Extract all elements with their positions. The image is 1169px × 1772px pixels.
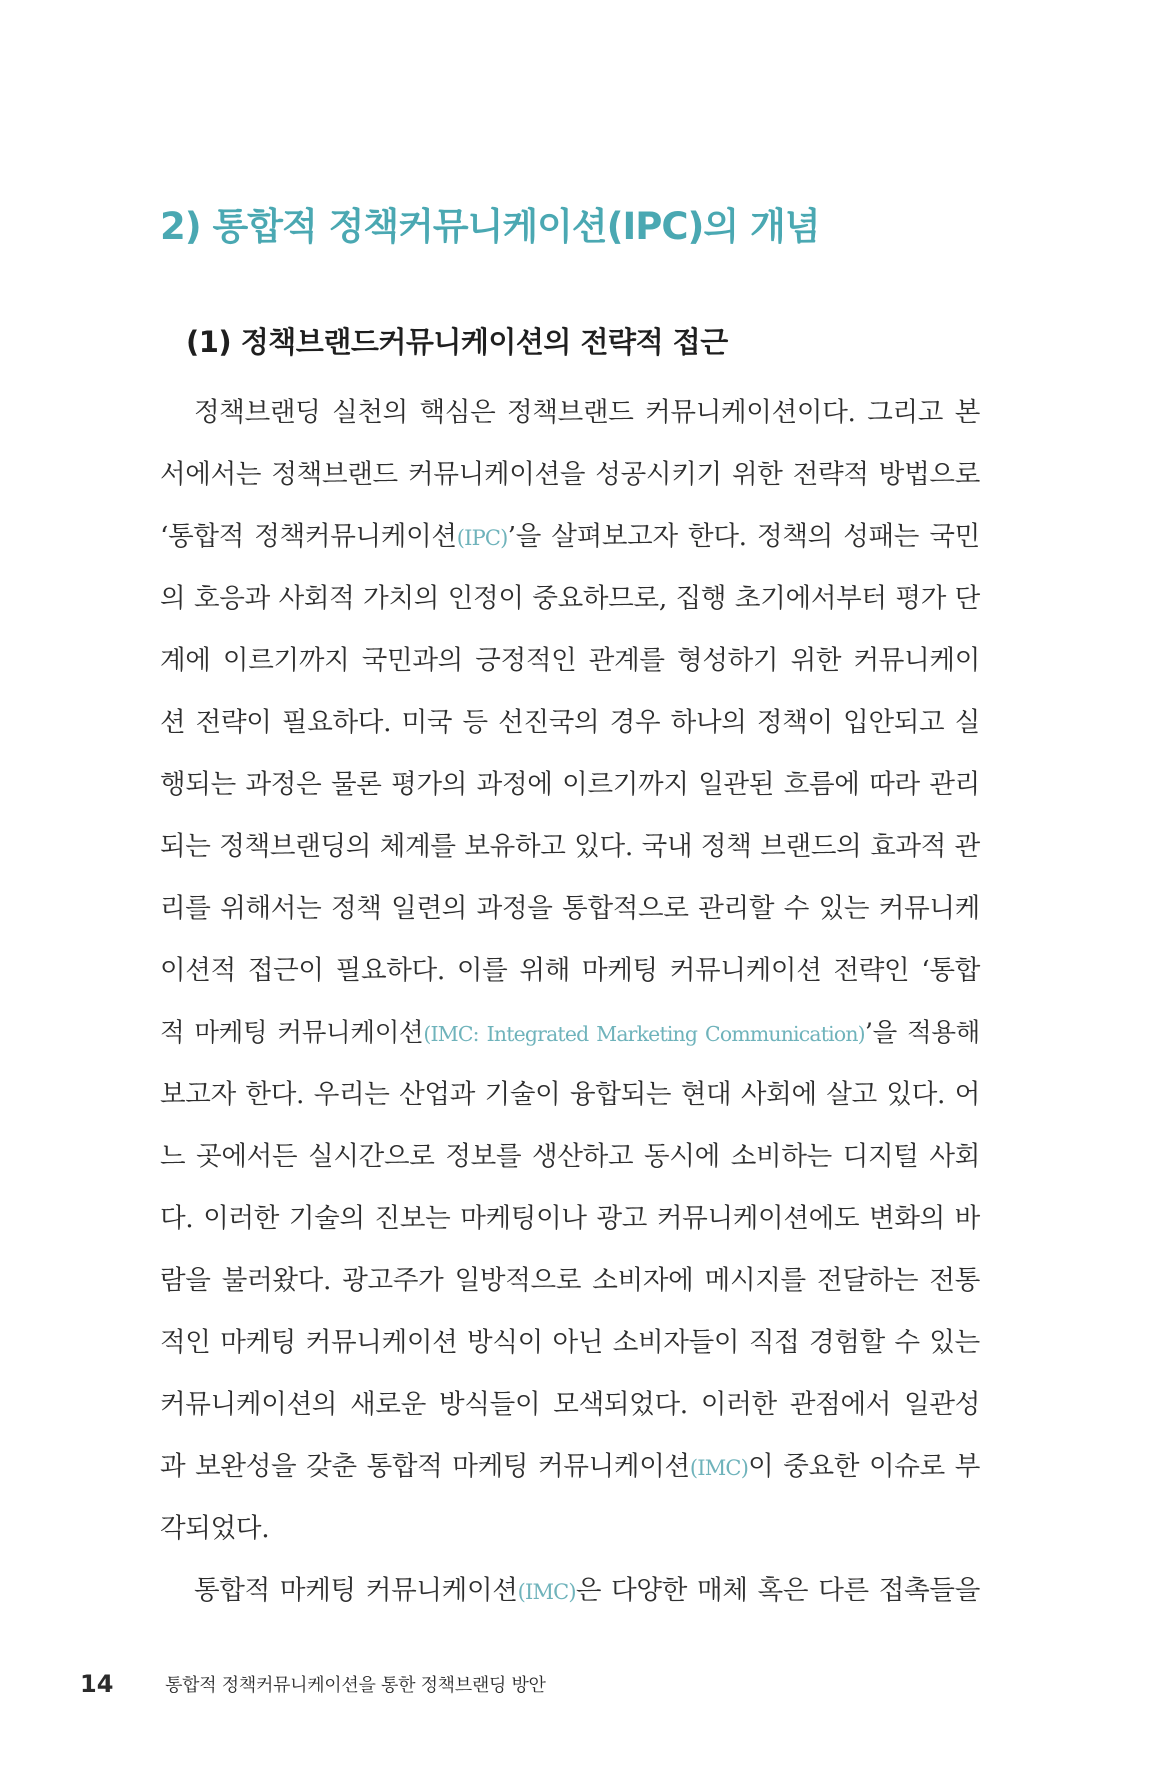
- paragraph-line: 리를 위해서는 정책 일련의 과정을 통합적으로 관리할 수 있는 커뮤니케: [160, 893, 980, 924]
- paragraph-line: 과 보완성을 갖춘 통합적 마케팅 커뮤니케이션(IMC)이 중요한 이슈로 부: [160, 1451, 980, 1482]
- abbreviation: (IMC: Integrated Marketing Communication): [423, 1022, 865, 1046]
- running-title: 통합적 정책커뮤니케이션을 통한 정책브랜딩 방안: [165, 1675, 546, 1696]
- paragraph-line: 람을 불러왔다. 광고주가 일방적으로 소비자에 메시지를 전달하는 전통: [160, 1265, 980, 1296]
- paragraph-line: 서에서는 정책브랜드 커뮤니케이션을 성공시키기 위한 전략적 방법으로: [160, 459, 980, 490]
- paragraph-line: 행되는 과정은 물론 평가의 과정에 이르기까지 일관된 흐름에 따라 관리: [160, 769, 980, 800]
- paragraph-line: 션 전략이 필요하다. 미국 등 선진국의 경우 하나의 정책이 입안되고 실: [160, 707, 980, 738]
- abbreviation: (IMC): [517, 1580, 576, 1604]
- abbreviation: (IMC): [689, 1456, 749, 1480]
- abbreviation: (IPC): [456, 526, 508, 550]
- paragraph-line: 적인 마케팅 커뮤니케이션 방식이 아닌 소비자들이 직접 경험할 수 있는: [160, 1327, 980, 1358]
- paragraph-line: ‘통합적 정책커뮤니케이션(IPC)’을 살펴보고자 한다. 정책의 성패는 국민: [160, 521, 980, 552]
- subsection-title: (1) 정책브랜드커뮤니케이션의 전략적 접근: [186, 325, 728, 359]
- paragraph-line: 의 호응과 사회적 가치의 인정이 중요하므로, 집행 초기에서부터 평가 단: [160, 583, 980, 614]
- paragraph-line: 적 마케팅 커뮤니케이션(IMC: Integrated Marketing Communication)’을 적용해: [160, 1018, 980, 1048]
- page-footer: [80, 1670, 546, 1698]
- paragraph-line: 보고자 한다. 우리는 산업과 기술이 융합되는 현대 사회에 살고 있다. 어: [160, 1079, 980, 1110]
- paragraph-line: 이션적 접근이 필요하다. 이를 위해 마케팅 커뮤니케이션 전략인 ‘통합: [160, 955, 980, 986]
- paragraph-line: 커뮤니케이션의 새로운 방식들이 모색되었다. 이러한 관점에서 일관성: [160, 1389, 980, 1420]
- paragraph-line: 계에 이르기까지 국민과의 긍정적인 관계를 형성하기 위한 커뮤니케이: [160, 645, 980, 676]
- section-title: 2) 통합적 정책커뮤니케이션(IPC)의 개념: [160, 205, 820, 248]
- paragraph-line: 느 곳에서든 실시간으로 정보를 생산하고 동시에 소비하는 디지털 사회: [160, 1141, 980, 1172]
- page-number: 14: [80, 1670, 114, 1698]
- paragraph-line: 다. 이러한 기술의 진보는 마케팅이나 광고 커뮤니케이션에도 변화의 바: [160, 1203, 980, 1234]
- paragraph-line: 각되었다.: [160, 1513, 270, 1544]
- body-text: [160, 382, 980, 1622]
- paragraph-line: 정책브랜딩 실천의 핵심은 정책브랜드 커뮤니케이션이다. 그리고 본: [194, 397, 980, 428]
- paragraph-line: 되는 정책브랜딩의 체계를 보유하고 있다. 국내 정책 브랜드의 효과적 관: [160, 831, 980, 862]
- paragraph-line: 통합적 마케팅 커뮤니케이션(IMC)은 다양한 매체 혹은 다른 접촉들을: [194, 1575, 980, 1606]
